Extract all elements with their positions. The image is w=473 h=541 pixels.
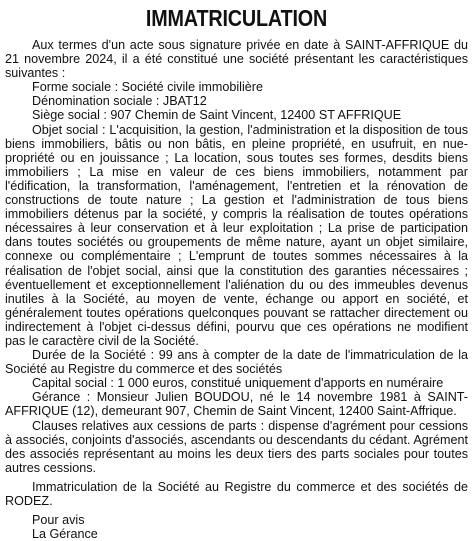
immatriculation-rcs: Immatriculation de la Société au Registre du commerce et des sociétés de RODEZ.	[5, 479, 468, 508]
denomination-sociale: Dénomination sociale : JBAT12	[32, 94, 207, 109]
duree-societe: Durée de la Société : 99 ans à compter de la date de l'immatriculation de la Société au Registre du commerce et des sociétés	[5, 348, 468, 377]
gerance: Gérance : Monsieur Julien BOUDOU, né le 14 novembre 1981 à SAINT-AFFRIQUE (12), demeurant 907, Chemin de Saint Vincent, 12400 Saint-Affrique.	[5, 390, 468, 419]
siege-social: Siège social : 907 Chemin de Saint Vincent, 12400 ST AFFRIQUE	[32, 108, 402, 123]
notice-title: IMMATRICULATION	[145, 5, 328, 31]
pour-avis: Pour avis	[32, 513, 85, 528]
intro-paragraph: Aux termes d'un acte sous signature privée en date à SAINT-AFFRIQUE du 21 novembre 2024, il a été constitué une société présentant les caractéristiques suivantes :	[5, 38, 468, 81]
capital-social: Capital social : 1 000 euros, constitué uniquement d'apports en numéraire	[32, 376, 444, 391]
objet-social: Objet social : L'acquisition, la gestion, l'administration et la disposition de tous biens immobiliers, bâtis ou non bâtis, en pleine propriété, en usufruit, en nue-propriété ou en jouissance ; La location, sous toutes ses formes, desdits biens immobiliers ; La mise en valeur de ces biens immobiliers, notamment par l'édification, la transformation, l'aménagement, l'entretien et la rénovation de constructions de toute nature ; La gestion et l'administration de tous biens immobiliers détenus par la société, y compris la réalisation de toutes opérations nécessaires à leur conservation et à leur exploitation ; La prise de participation dans toutes sociétés ou groupements de même nature, ayant un objet similaire, connexe ou complémentaire ; L'emprunt de toutes sommes nécessaires à la réalisation de l'objet social, ainsi que la constitution des garanties nécessaires ; éventuellement et exceptionnellement l'aliénation du ou des immeubles devenus inutiles à la Société, au moyen de vente, échange ou apport en société, et généralement toutes opérations quelconques pouvant se rattacher directement ou indirectement à l'objet ci-dessus défini, pourvu que ces opérations ne modifient pas le caractère civil de la Société.	[5, 122, 468, 348]
clauses-cessions: Clauses relatives aux cessions de parts : dispense d'agrément pour cessions à associés, conjoints d'associés, ascendants ou descendants du cédant. Agrément des associés représentant au moins les deux tiers des parts sociales pour toutes autres cessions.	[5, 418, 468, 475]
forme-sociale: Forme sociale : Société civile immobilière	[32, 80, 263, 95]
signature: La Gérance	[32, 527, 98, 541]
